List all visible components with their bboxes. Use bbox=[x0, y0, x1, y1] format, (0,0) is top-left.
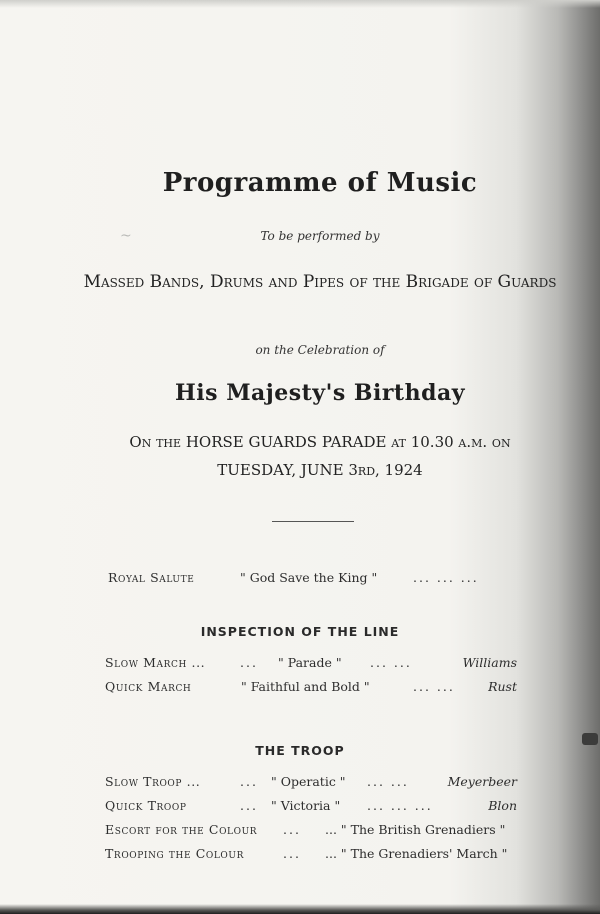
march-label: Quick March bbox=[105, 679, 192, 694]
inspection-row bbox=[105, 679, 517, 699]
top-edge-shadow bbox=[0, 0, 600, 8]
bands-title: Massed Bands, Drums and Pipes of the Brigade of Guards bbox=[83, 272, 557, 292]
binding-tab bbox=[582, 733, 598, 745]
piece-title: ... " The Grenadiers' March " bbox=[325, 846, 508, 861]
composer-name: Meyerbeer bbox=[447, 774, 517, 789]
filler-dots: ... ... bbox=[367, 774, 409, 789]
performed-by-line: To be performed by bbox=[260, 229, 380, 243]
occasion-title: His Majesty's Birthday bbox=[175, 380, 465, 406]
bottom-edge-shadow bbox=[0, 904, 600, 914]
gap-dots: ... bbox=[283, 846, 301, 861]
royal-salute-piece: " God Save the King " bbox=[240, 570, 378, 585]
piece-title: " Parade " bbox=[278, 655, 342, 670]
filler-dots: ... ... bbox=[370, 655, 412, 670]
troop-row bbox=[105, 798, 517, 818]
troop-row bbox=[105, 822, 517, 842]
gap-dots: ... bbox=[240, 655, 258, 670]
location-text: On the HORSE GUARDS PARADE at 10.30 a.m. on bbox=[129, 433, 511, 451]
gap-dots: ... bbox=[283, 822, 301, 837]
troop-row bbox=[105, 774, 517, 794]
troop-heading: THE TROOP bbox=[255, 743, 345, 758]
composer-name: Rust bbox=[488, 679, 517, 694]
piece-title: " Faithful and Bold " bbox=[241, 679, 370, 694]
royal-salute-label: Royal Salute bbox=[108, 570, 195, 585]
royal-salute-dots: ... ... ... bbox=[413, 570, 479, 585]
celebration-line: on the Celebration of bbox=[255, 343, 385, 357]
composer-name: Williams bbox=[462, 655, 517, 670]
gap-dots: ... bbox=[240, 774, 258, 789]
troop-row bbox=[105, 846, 517, 866]
location-line bbox=[80, 428, 560, 484]
troop-label: Escort for the Colour bbox=[105, 822, 258, 837]
troop-label: Quick Troop bbox=[105, 798, 187, 813]
piece-title: " Operatic " bbox=[271, 774, 346, 789]
divider-rule bbox=[272, 521, 354, 522]
faint-pencil-mark: ~ bbox=[120, 228, 132, 244]
composer-name: Blon bbox=[488, 798, 517, 813]
filler-dots: ... ... bbox=[413, 679, 455, 694]
inspection-row bbox=[105, 655, 517, 675]
date-text: TUESDAY, JUNE 3rd, 1924 bbox=[217, 461, 423, 479]
troop-label: Slow Troop ... bbox=[105, 774, 201, 789]
gap-dots: ... bbox=[240, 798, 258, 813]
piece-title: ... " The British Grenadiers " bbox=[325, 822, 506, 837]
march-label: Slow March ... bbox=[105, 655, 206, 670]
piece-title: " Victoria " bbox=[271, 798, 341, 813]
inspection-heading: INSPECTION OF THE LINE bbox=[200, 624, 400, 639]
programme-title: Programme of Music bbox=[162, 168, 478, 198]
troop-label: Trooping the Colour bbox=[105, 846, 244, 861]
filler-dots: ... ... ... bbox=[367, 798, 433, 813]
royal-salute-row bbox=[105, 570, 517, 590]
